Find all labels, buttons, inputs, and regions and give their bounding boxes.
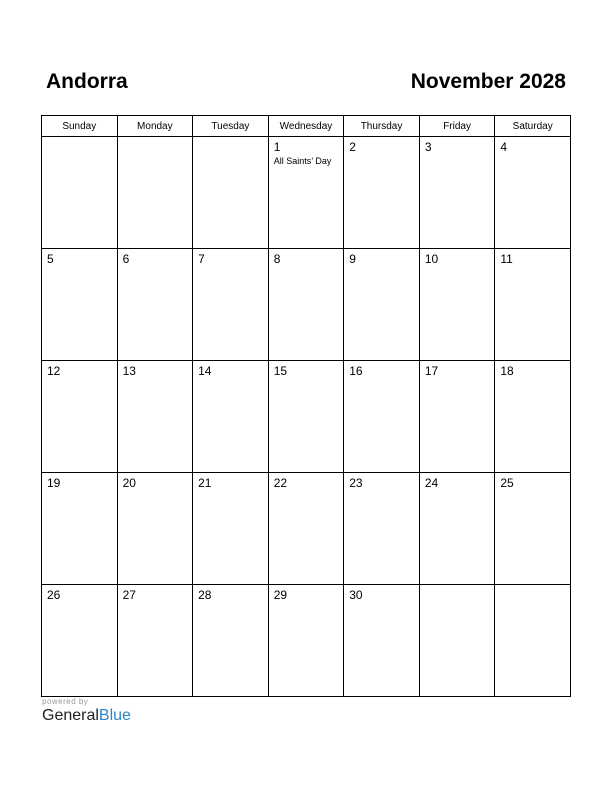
calendar-body — [42, 137, 571, 697]
day-number: 2 — [349, 140, 356, 154]
day-number: 27 — [122, 588, 136, 602]
day-cell — [268, 585, 344, 697]
day-number: 23 — [349, 476, 363, 490]
day-cell — [495, 137, 571, 249]
day-cell — [193, 585, 269, 697]
day-cell — [268, 361, 344, 473]
week-row — [42, 249, 571, 361]
day-cell — [495, 585, 571, 697]
day-number: 10 — [424, 252, 439, 266]
day-cell — [344, 249, 420, 361]
day-number: 15 — [273, 364, 288, 378]
day-number: 3 — [424, 140, 432, 154]
weekday-tuesday: Tuesday — [193, 116, 269, 137]
day-number: 14 — [198, 364, 212, 378]
day-cell — [117, 361, 193, 473]
day-cell — [495, 473, 571, 585]
day-number: 11 — [500, 252, 513, 266]
day-cell — [344, 585, 420, 697]
day-number: 17 — [424, 364, 439, 378]
day-cell — [42, 585, 118, 697]
day-cell — [193, 361, 269, 473]
day-cell — [268, 473, 344, 585]
brand-part-blue: Blue — [98, 707, 131, 724]
day-number: 26 — [47, 588, 61, 602]
day-number: 4 — [500, 140, 508, 154]
weekday-wednesday: Wednesday — [268, 116, 344, 137]
day-number: 5 — [47, 252, 54, 266]
country-title: Andorra — [46, 70, 128, 93]
day-cell — [193, 473, 269, 585]
day-number: 12 — [47, 364, 61, 378]
day-cell — [117, 473, 193, 585]
day-cell — [117, 137, 193, 249]
day-number: 18 — [500, 364, 514, 378]
day-number: 30 — [349, 588, 363, 602]
week-row — [42, 585, 571, 697]
day-cell — [193, 249, 269, 361]
week-row — [42, 361, 571, 473]
day-cell — [268, 249, 344, 361]
day-cell — [42, 137, 118, 249]
day-number: 6 — [122, 252, 130, 266]
brand-part-general: General — [42, 707, 99, 724]
weekday-saturday: Saturday — [495, 116, 571, 137]
footer — [42, 697, 131, 725]
day-number: 24 — [424, 476, 439, 490]
calendar-grid — [41, 115, 571, 697]
day-cell — [117, 585, 193, 697]
powered-by-text: powered by — [42, 697, 89, 706]
weekday-sunday: Sunday — [42, 116, 118, 137]
day-number: 13 — [122, 364, 136, 378]
day-cell — [117, 249, 193, 361]
day-cell — [495, 249, 571, 361]
day-cell — [268, 137, 344, 249]
day-number: 25 — [500, 476, 514, 490]
day-number: 21 — [198, 476, 212, 490]
day-cell — [193, 137, 269, 249]
holiday-label: All Saints’ Day — [273, 156, 332, 166]
day-cell — [419, 249, 495, 361]
day-number: 1 — [273, 140, 281, 154]
day-number: 19 — [47, 476, 61, 490]
weekday-thursday: Thursday — [344, 116, 420, 137]
day-number: 20 — [122, 476, 136, 490]
day-cell — [42, 473, 118, 585]
day-cell — [344, 137, 420, 249]
day-number: 22 — [273, 476, 288, 490]
week-row — [42, 137, 571, 249]
day-cell — [419, 137, 495, 249]
day-number: 16 — [349, 364, 363, 378]
week-row — [42, 473, 571, 585]
day-cell — [419, 361, 495, 473]
day-cell — [42, 361, 118, 473]
day-number: 7 — [198, 252, 205, 266]
calendar-header — [46, 70, 566, 100]
month-title: November 2028 — [410, 70, 566, 93]
weekday-monday: Monday — [117, 116, 193, 137]
day-cell — [419, 585, 495, 697]
weekday-header-row — [42, 116, 571, 137]
day-cell — [344, 361, 420, 473]
day-cell — [419, 473, 495, 585]
day-number: 28 — [198, 588, 212, 602]
generalblue-logo — [42, 707, 131, 725]
day-number: 29 — [273, 588, 288, 602]
day-cell — [344, 473, 420, 585]
day-cell — [42, 249, 118, 361]
day-number: 9 — [349, 252, 356, 266]
day-number: 8 — [273, 252, 281, 266]
weekday-friday: Friday — [419, 116, 495, 137]
day-cell — [495, 361, 571, 473]
